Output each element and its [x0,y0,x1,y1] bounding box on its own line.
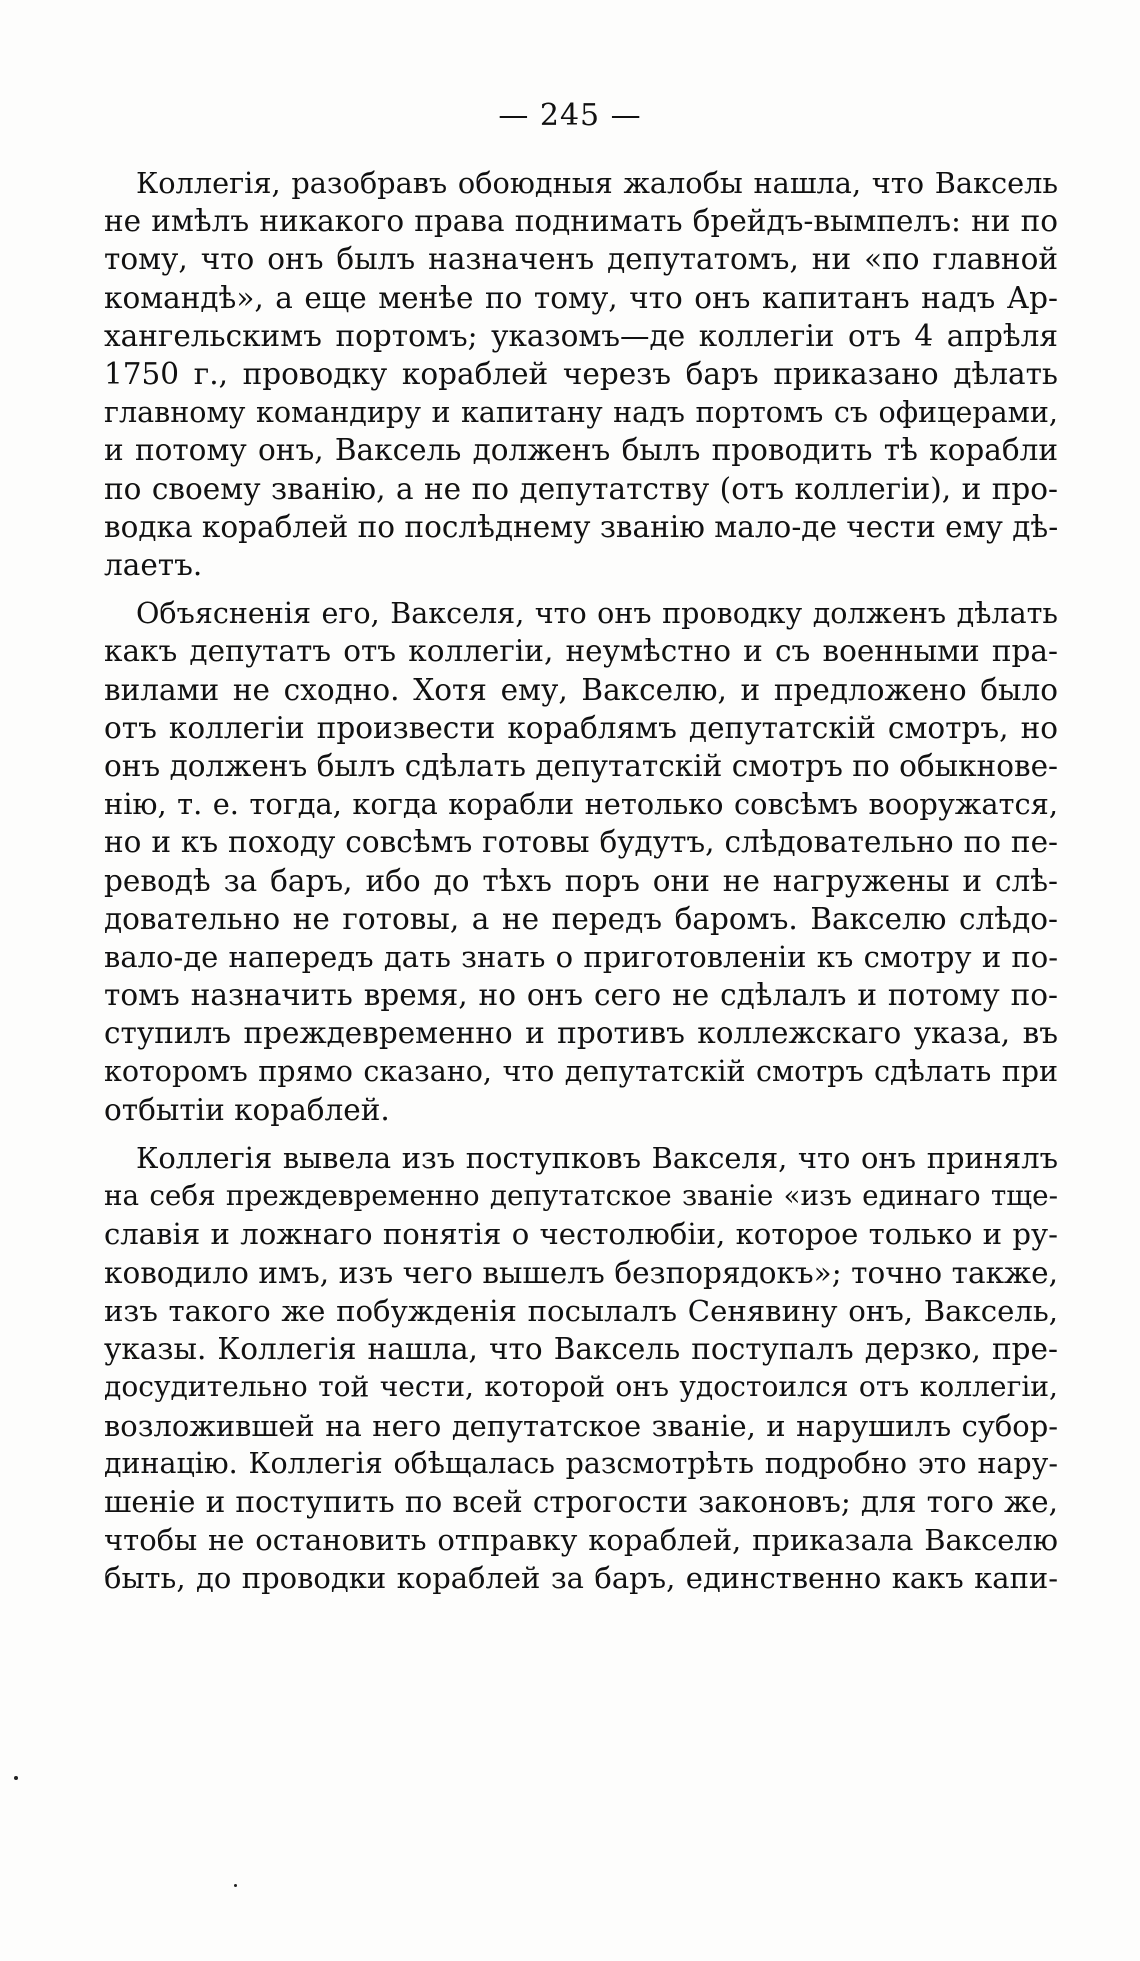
text-line: не имѣлъ никакого права поднимать брейдъ-вымпелъ: ни по [104,204,1058,239]
text-line: хангельскимъ портомъ; указомъ—де коллегіи отъ 4 апрѣля [104,318,1058,353]
ink-speck [234,1884,237,1887]
text-line: Коллегія, разобравъ обоюдныя жалобы нашла, что Ваксель [136,166,1058,200]
text-line: Коллегія вывела изъ поступковъ Вакселя, что онъ принялъ [136,1141,1058,1176]
text-line: Объясненія его, Вакселя, что онъ проводку долженъ дѣлать [136,596,1058,631]
text-line: на себя преждевременно депутатское званіе «изъ единаго тще- [104,1179,1058,1213]
text-line: но и къ походу совсѣмъ готовы будутъ, слѣдовательно по пе- [104,825,1058,860]
text-line: возложившей на него депутатское званіе, и нарушилъ субор- [104,1408,1058,1443]
body-text [104,164,1058,1608]
text-line: шеніе и поступить по всей строгости законовъ; для того же, [104,1484,1058,1519]
text-line: которомъ прямо сказано, что депутатскій смотръ сдѣлать при [104,1054,1058,1088]
text-line: ступилъ преждевременно и противъ коллежскаго указа, въ [104,1016,1058,1051]
ink-speck [14,1776,18,1780]
text-line: чтобы не остановить отправку кораблей, приказала Вакселю [104,1523,1058,1558]
text-line: быть, до проводки кораблей за баръ, единственно какъ капи- [104,1561,1058,1596]
paragraph-2 [104,594,1058,1129]
text-line: лаетъ. [104,548,203,583]
text-line: вилами не сходно. Хотя ему, Вакселю, и предложено было [104,672,1058,707]
text-line: главному командиру и капитану надъ портомъ съ офицерами, [104,395,1058,430]
text-line: отбытіи кораблей. [104,1092,390,1127]
text-line: какъ депутатъ отъ коллегіи, неумѣстно и съ военными пра- [104,634,1058,669]
text-line: нію, т. е. тогда, когда корабли нетолько совсѣмъ вооружатся, [104,787,1058,822]
text-line: указы. Коллегія нашла, что Ваксель поступалъ дерзко, пре- [104,1332,1058,1367]
text-line: тому, что онъ былъ назначенъ депутатомъ, ни «по главной [104,242,1058,277]
text-line: довательно не готовы, а не передъ баромъ. Вакселю слѣдо- [104,901,1058,936]
text-line: реводѣ за баръ, ибо до тѣхъ поръ они не нагружены и слѣ- [104,863,1058,898]
paragraph-1 [104,164,1058,584]
text-line: досудительно той чести, которой онъ удостоился отъ коллегіи, [104,1370,1058,1404]
text-line: и потому онъ, Ваксель долженъ былъ проводить тѣ корабли [104,433,1058,468]
text-line: вало-де напередъ дать знать о приготовленіи къ смотру и по- [104,940,1058,975]
text-line: онъ долженъ былъ сдѣлать депутатскій смотръ по обыкнове- [104,749,1058,784]
text-line: отъ коллегіи произвести кораблямъ депутатскій смотръ, но [104,710,1058,745]
text-line: 1750 г., проводку кораблей черезъ баръ приказано дѣлать [104,357,1058,392]
text-line: ководило имъ, изъ чего вышелъ безпорядокъ»; точно также, [104,1255,1058,1290]
text-line: командѣ», а еще менѣе по тому, что онъ капитанъ надъ Ар- [104,280,1058,315]
page-number: — 245 — [498,98,642,133]
text-line: томъ назначить время, но онъ сего не сдѣлалъ и потому по- [104,978,1058,1013]
text-line: изъ такого же побужденія посылалъ Сенявину онъ, Ваксель, [104,1293,1058,1328]
text-line: динацію. Коллегія обѣщалась разсмотрѣть подробно это нару- [104,1446,1058,1480]
text-line: водка кораблей по послѣднему званію мало-де чести ему дѣ- [104,509,1059,544]
text-line: по своему званію, а не по депутатству (отъ коллегіи), и про- [104,471,1058,506]
text-line: славія и ложнаго понятія о честолюбіи, которое только и ру- [104,1217,1058,1252]
paragraph-3 [104,1139,1058,1597]
